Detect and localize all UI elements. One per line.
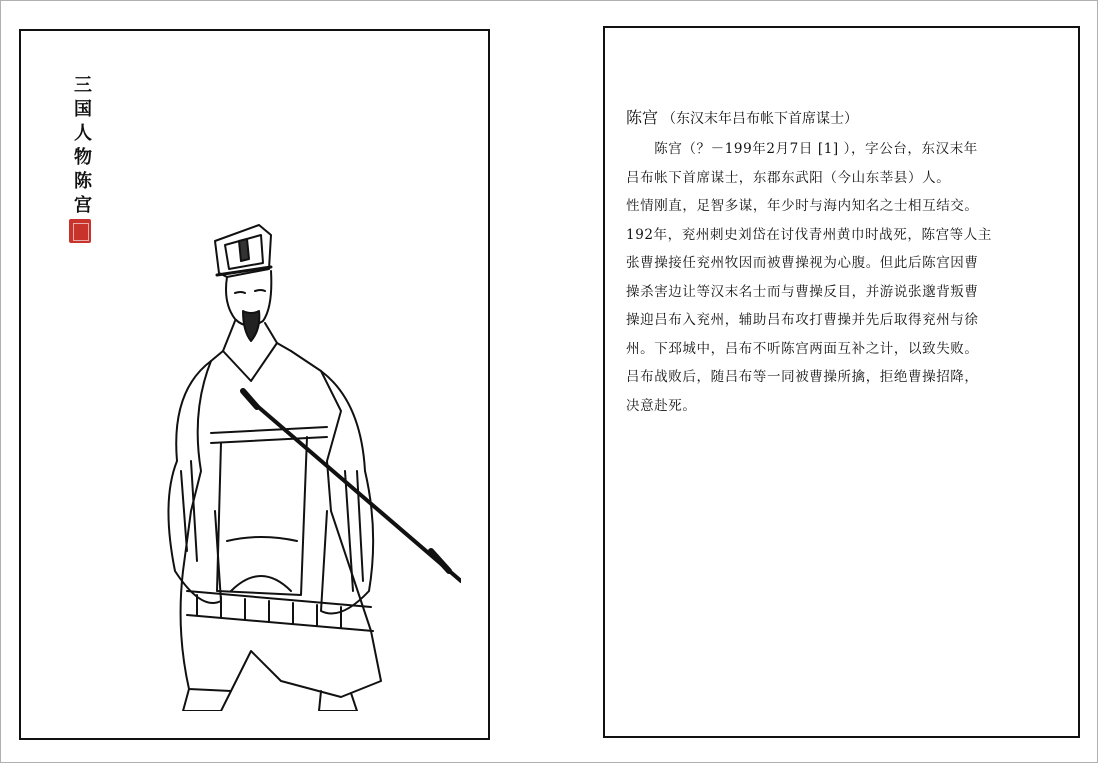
text-line: 吕布帐下首席谋士，东郡东武阳（今山东莘县）人。: [626, 169, 951, 186]
text-line: 吕布战败后，随吕布等一同被曹操所擒，拒绝曹操招降，: [626, 369, 979, 385]
text-line: 192年，兖州刺史刘岱在讨伐青州黄巾时战死，陈宫等人主: [626, 226, 992, 243]
text-line: 操杀害边让等汉末名士而与曹操反目，并游说张邈背叛曹: [626, 283, 979, 300]
text-line: 操迎吕布入兖州，辅助吕布攻打曹操并先后取得兖州与徐: [626, 312, 979, 328]
illustration-page: [19, 29, 490, 740]
biography-heading: [626, 107, 1066, 130]
heading-name: 陈宫: [626, 108, 659, 127]
text-line: 张曹操接任兖州牧因而被曹操视为心腹。但此后陈宫因曹: [626, 255, 979, 271]
biography-text: [626, 135, 1066, 420]
red-seal-stamp: [69, 219, 91, 243]
biography-page: [603, 26, 1080, 738]
heading-subtitle: （东汉末年吕布帐下首席谋士）: [662, 111, 859, 127]
text-line: 州。下邳城中，吕布不听陈宫两面互补之计，以致失败。: [626, 340, 979, 357]
text-line: 决意赴死。: [626, 397, 697, 414]
vertical-title: 三国人物陈宫: [71, 75, 92, 219]
chen-gong-portrait-illustration: [131, 211, 461, 711]
text-line: 性情刚直，足智多谋，年少时与海内知名之士相互结交。: [626, 198, 979, 214]
text-line: 陈宫（？－199年2月7日 [1] ），字公台，东汉末年: [626, 141, 978, 157]
